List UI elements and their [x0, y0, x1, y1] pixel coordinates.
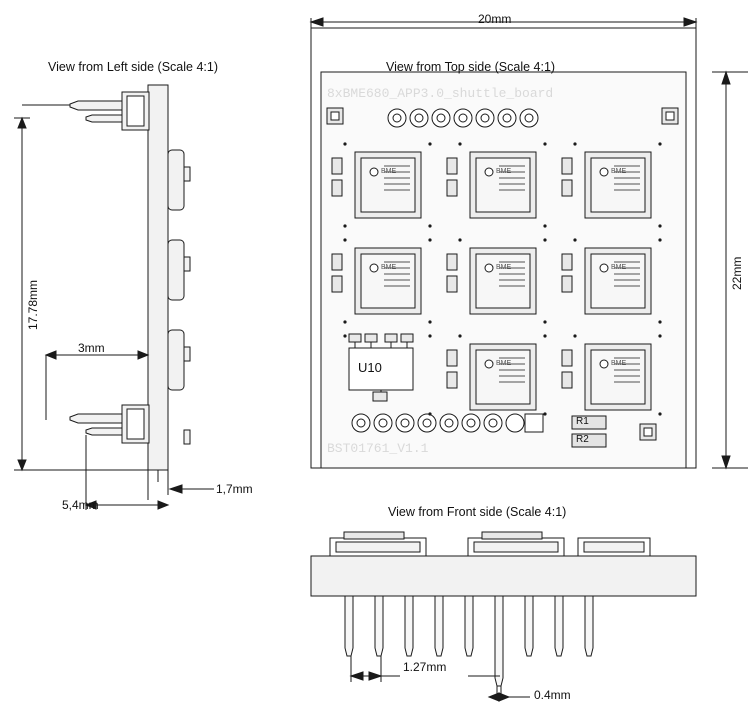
dim-left-height: 17.78mm — [26, 279, 40, 330]
dim-board-height: 22mm — [730, 256, 744, 290]
sensor-marking-6: BME — [611, 264, 627, 271]
dim-left-pin-spacing: 3mm — [78, 341, 105, 355]
component-label-u10: U10 — [358, 360, 382, 375]
dim-front-pin-pitch: 1.27mm — [403, 660, 447, 674]
view-title-front: View from Front side (Scale 4:1) — [388, 505, 567, 519]
sensor-marking-5: BME — [496, 264, 512, 271]
sensor-marking-3: BME — [611, 168, 627, 175]
dim-board-width: 20mm — [478, 12, 512, 26]
sensor-marking-8: BME — [611, 360, 627, 367]
component-label-r1: R1 — [576, 416, 589, 427]
dim-left-thickness: 1,7mm — [216, 482, 253, 496]
sensor-marking-2: BME — [496, 168, 512, 175]
silkscreen-top-text: 8xBME680_APP3.0_shuttle_board — [327, 86, 554, 101]
sensor-marking-4: BME — [381, 264, 397, 271]
sensor-marking-7: BME — [496, 360, 512, 367]
dim-left-depth: 5,4mm — [62, 498, 99, 512]
view-title-top: View from Top side (Scale 4:1) — [386, 60, 556, 74]
sensor-marking-1: BME — [381, 168, 397, 175]
dim-front-pin-width: 0.4mm — [534, 688, 571, 702]
component-label-r2: R2 — [576, 434, 589, 445]
silkscreen-bottom-text: BST01761_V1.1 — [327, 441, 429, 456]
view-title-left: View from Left side (Scale 4:1) — [48, 60, 218, 74]
